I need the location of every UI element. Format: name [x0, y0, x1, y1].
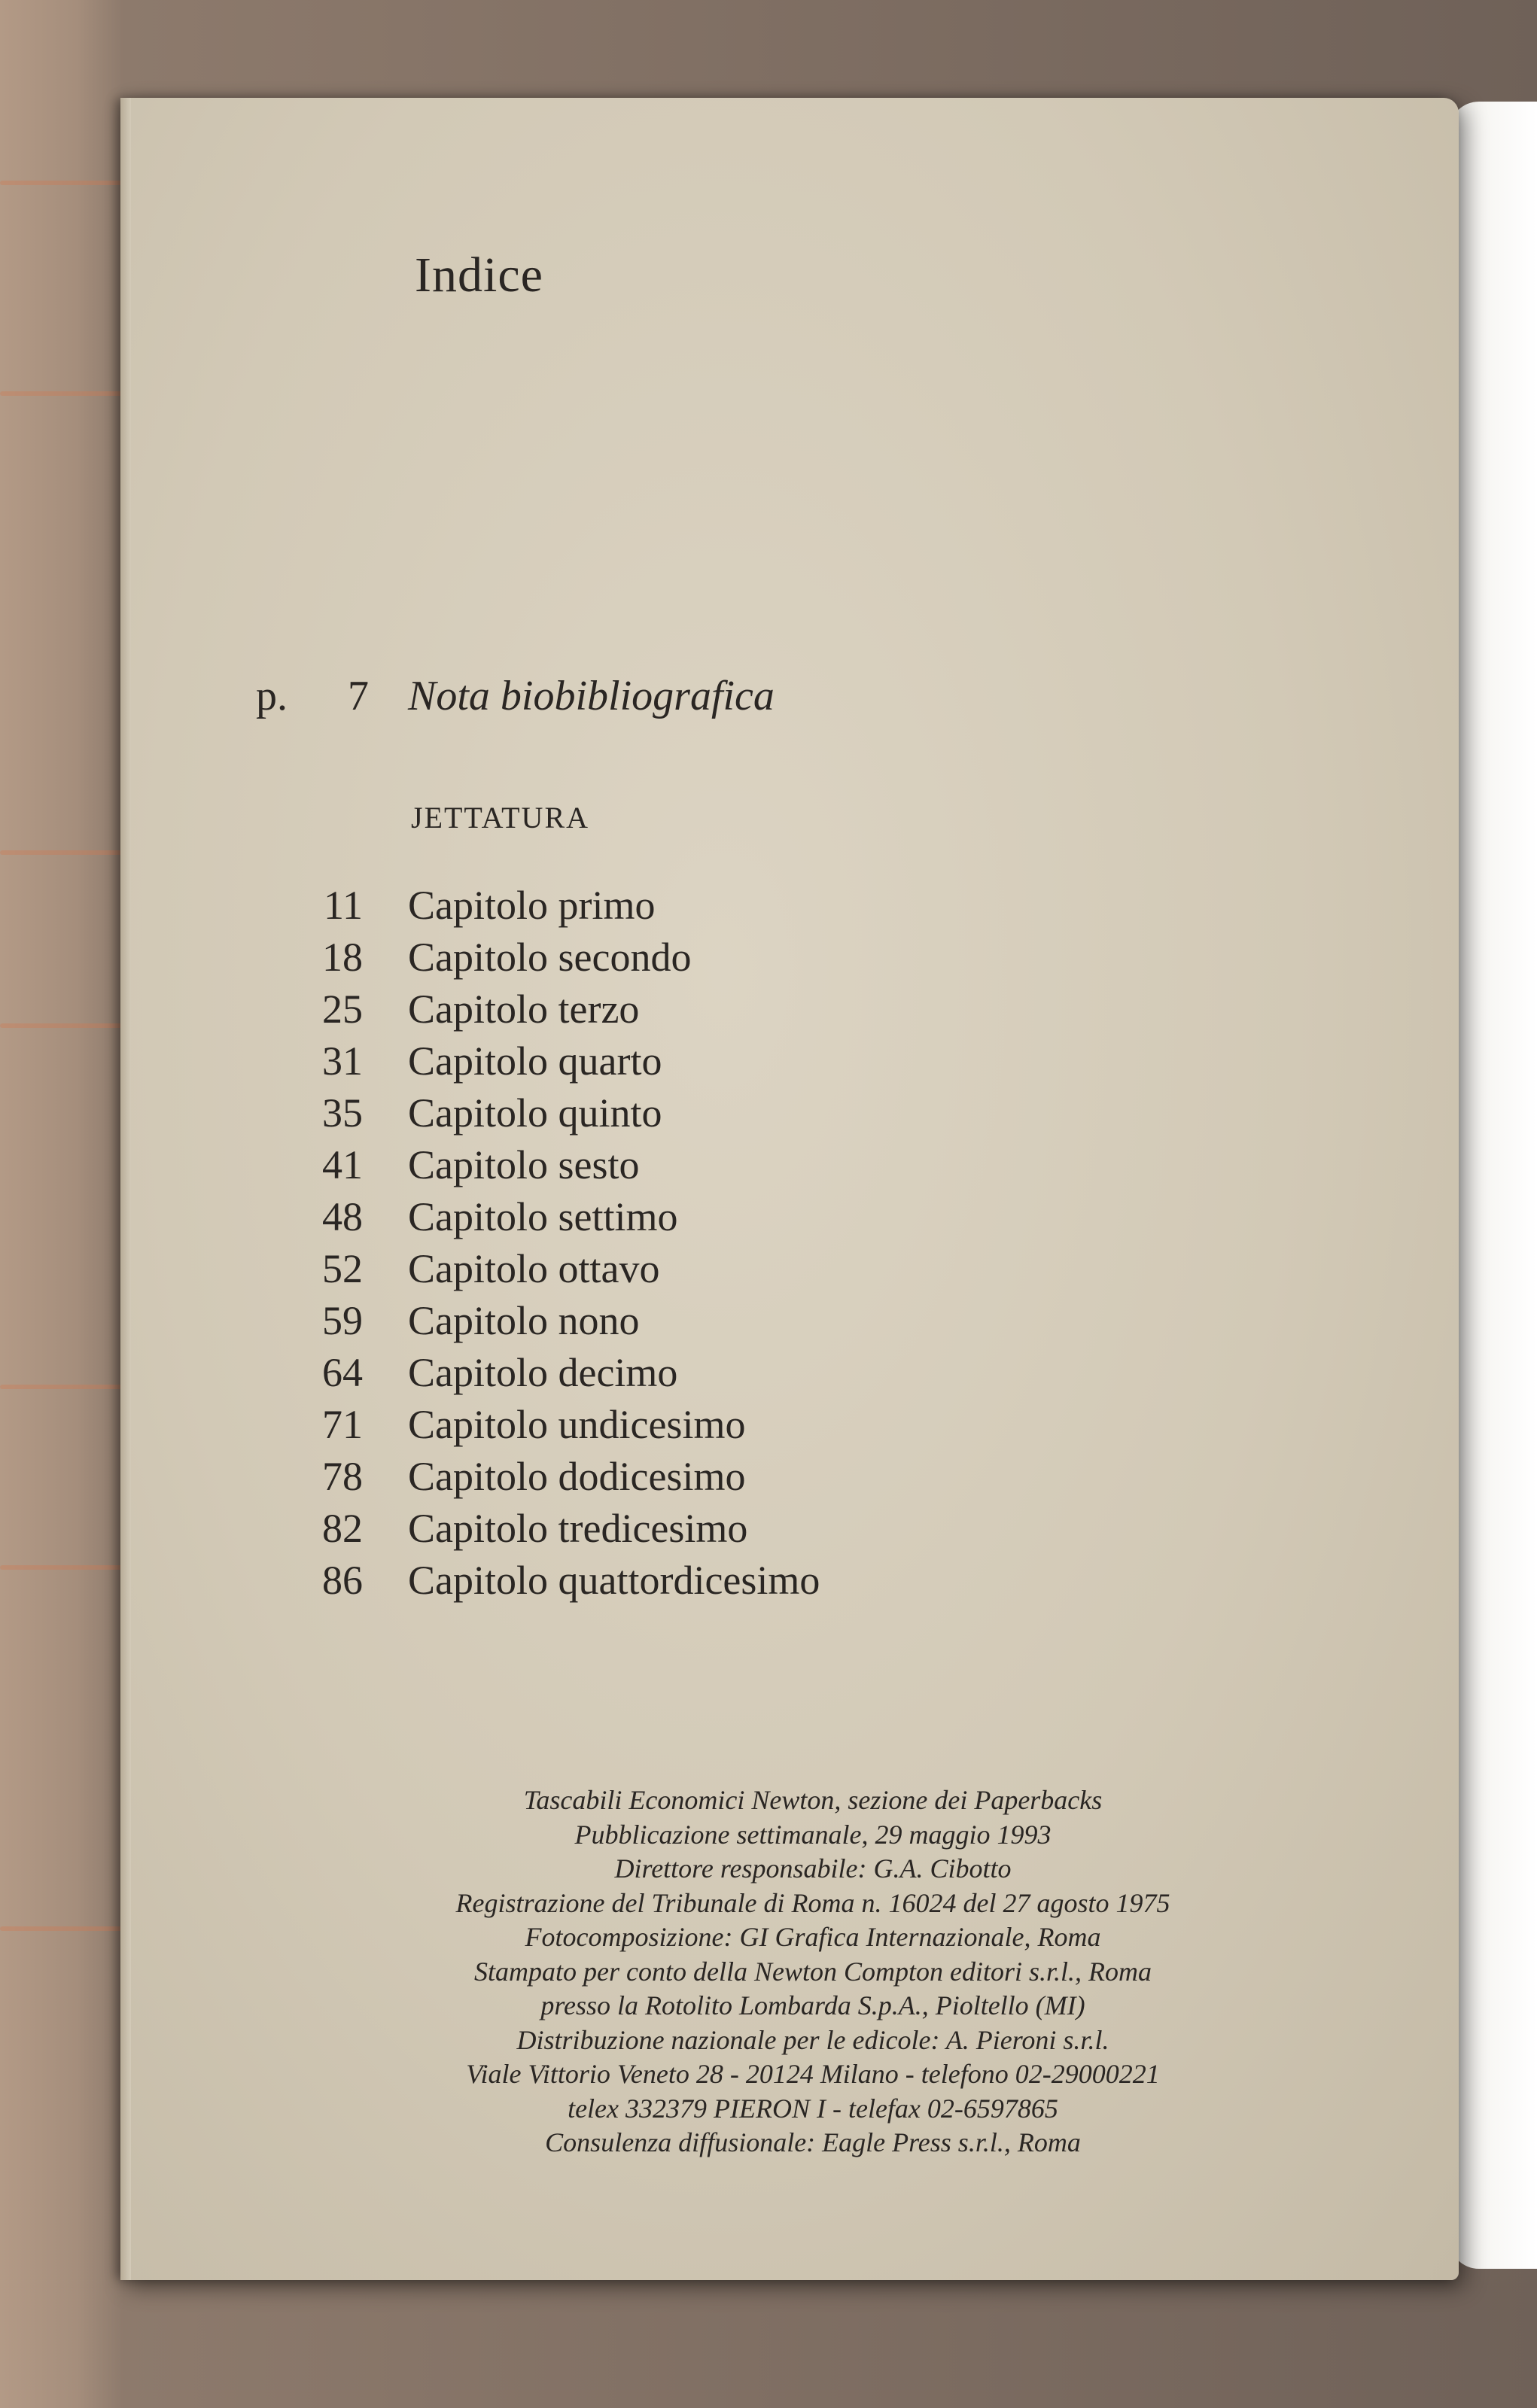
table-of-contents	[278, 882, 1031, 1609]
colophon-line: Registrazione del Tribunale di Roma n. 16024 del 27 agosto 1975	[455, 1887, 1170, 1918]
page-number: 18	[322, 935, 363, 980]
page-number: 64	[322, 1350, 363, 1395]
page-title: Indice	[415, 248, 543, 303]
toc-entry	[278, 1453, 1031, 1505]
toc-entry	[278, 1090, 1031, 1142]
page-number: 48	[322, 1194, 363, 1239]
toc-entry	[278, 1297, 1031, 1349]
page-prefix: p.	[256, 673, 288, 719]
colophon-line: Pubblicazione settimanale, 29 maggio 1993	[574, 1819, 1052, 1850]
entry-title: Nota biobibliografica	[408, 673, 775, 719]
page-number: 86	[322, 1558, 363, 1603]
chapter-title: Capitolo ottavo	[408, 1246, 660, 1291]
chapter-title: Capitolo terzo	[408, 987, 640, 1032]
chapter-title: Capitolo tredicesimo	[408, 1506, 748, 1551]
chapter-title: Capitolo sesto	[408, 1142, 640, 1187]
page-number: 7	[348, 673, 369, 719]
colophon-line: Tascabili Economici Newton, sezione dei Paperbacks	[523, 1785, 1103, 1815]
wood-grain-stripe	[0, 391, 128, 396]
colophon-line: Fotocomposizione: GI Grafica Internazionale, Roma	[525, 1922, 1101, 1952]
chapter-title: Capitolo dodicesimo	[408, 1454, 746, 1499]
chapter-title: Capitolo settimo	[408, 1194, 678, 1239]
page-number: 11	[324, 883, 363, 928]
colophon-line: Distribuzione nazionale per le edicole: A. Pieroni s.r.l.	[516, 2024, 1109, 2055]
page-number: 78	[322, 1454, 363, 1499]
colophon-line: presso la Rotolito Lombarda S.p.A., Pioltello (MI)	[540, 1990, 1085, 2020]
toc-entry	[278, 882, 1031, 934]
chapter-title: Capitolo nono	[408, 1298, 640, 1343]
toc-entry	[278, 1193, 1031, 1245]
chapter-title: Capitolo undicesimo	[408, 1402, 746, 1447]
colophon-line: Direttore responsabile: G.A. Cibotto	[614, 1853, 1012, 1884]
colophon	[361, 1783, 1265, 2160]
colophon-line: Stampato per conto della Newton Compton editori s.r.l., Roma	[474, 1956, 1152, 1987]
toc-entry	[278, 1038, 1031, 1090]
chapter-title: Capitolo quarto	[408, 1038, 662, 1084]
colophon-line: Consulenza diffusionale: Eagle Press s.r.l., Roma	[545, 2127, 1081, 2157]
toc-entry	[278, 1245, 1031, 1297]
page-number: 59	[322, 1298, 363, 1343]
section-heading: JETTATURA	[411, 801, 590, 835]
wood-grain-stripe	[0, 1926, 128, 1931]
toc-entry	[278, 1349, 1031, 1401]
toc-entry	[278, 1401, 1031, 1453]
chapter-title: Capitolo decimo	[408, 1350, 678, 1395]
chapter-title: Capitolo quattordicesimo	[408, 1558, 820, 1603]
page-stack-edge	[120, 98, 131, 2280]
toc-entry	[278, 934, 1031, 986]
page-number: 31	[322, 1038, 363, 1084]
chapter-title: Capitolo quinto	[408, 1090, 662, 1136]
toc-entry	[278, 1505, 1031, 1557]
wood-grain-stripe	[0, 1023, 128, 1028]
page-number: 52	[322, 1246, 363, 1291]
page-number: 71	[322, 1402, 363, 1447]
toc-entry	[278, 1557, 1031, 1609]
chapter-title: Capitolo primo	[408, 883, 656, 928]
wood-grain-stripe	[0, 1385, 128, 1389]
page-number: 25	[322, 987, 363, 1032]
page-number: 41	[322, 1142, 363, 1187]
toc-entry	[278, 986, 1031, 1038]
wood-grain-stripe	[0, 850, 128, 855]
toc-entry	[278, 1142, 1031, 1193]
toc-entry-prelim	[256, 672, 1159, 732]
wood-grain-stripe	[0, 1565, 128, 1570]
page-number: 35	[322, 1090, 363, 1136]
chapter-title: Capitolo secondo	[408, 935, 692, 980]
colophon-line: Viale Vittorio Veneto 28 - 20124 Milano - telefono 02-29000221	[466, 2059, 1160, 2089]
colophon-line: telex 332379 PIERON I - telefax 02-6597865	[568, 2093, 1058, 2124]
adjacent-white-page	[1449, 102, 1537, 2269]
page-number: 82	[322, 1506, 363, 1551]
wood-grain-stripe	[0, 181, 128, 185]
